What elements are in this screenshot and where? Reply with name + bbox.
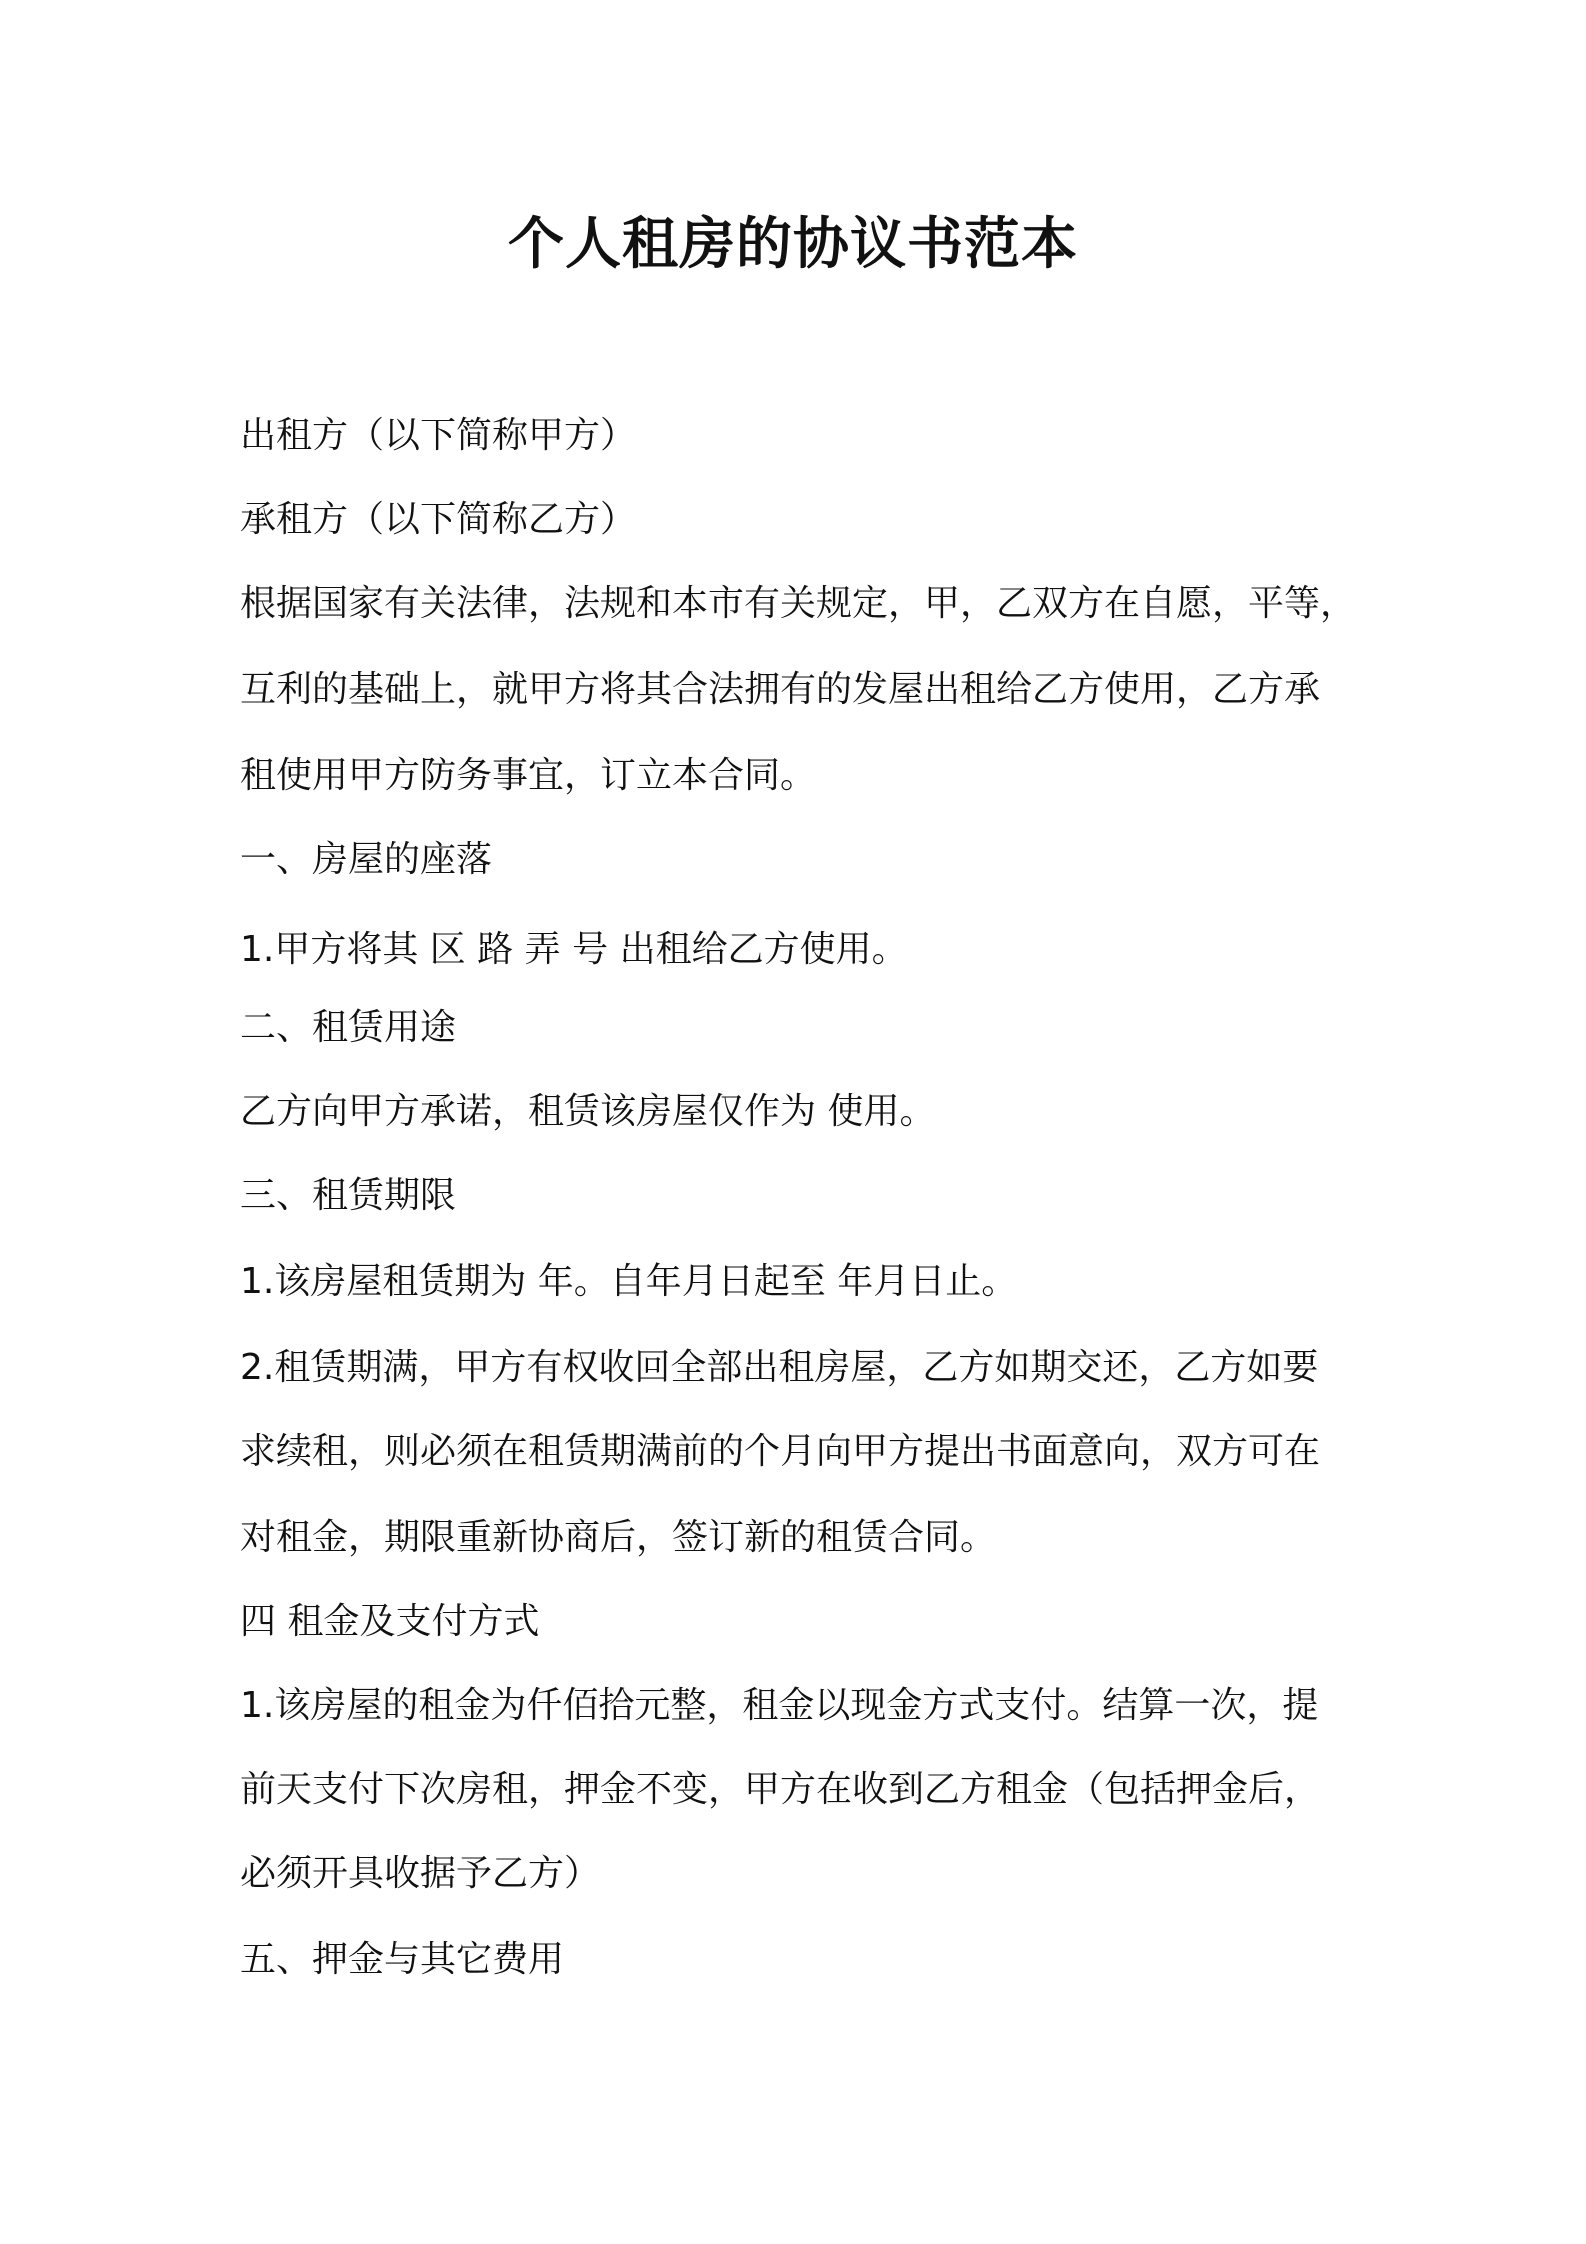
preamble-line-2: 互利的基础上，就甲方将其合法拥有的发屋出租给乙方使用，乙方承 [240, 669, 1321, 710]
preamble-line-3: 租使用甲方防务事宜，订立本合同。 [240, 755, 817, 796]
section-1-clause-1: 1.甲方将其 区 路 弄 号 出租给乙方使用。 [240, 929, 908, 970]
section-4-clause-1-line-1: 1.该房屋的租金为仟佰拾元整，租金以现金方式支付。结算一次，提 [240, 1685, 1319, 1726]
lessee-line: 承租方（以下简称乙方） [240, 499, 637, 540]
section-2-clause: 乙方向甲方承诺，租赁该房屋仅作为 使用。 [240, 1091, 936, 1132]
lessor-line: 出租方（以下简称甲方） [240, 415, 637, 456]
section-4-heading: 四 租金及支付方式 [240, 1601, 540, 1642]
section-2-heading: 二、租赁用途 [240, 1007, 457, 1048]
section-1-heading: 一、房屋的座落 [240, 839, 493, 880]
preamble-line-1: 根据国家有关法律，法规和本市有关规定，甲，乙双方在自愿，平等， [240, 583, 1357, 624]
section-3-clause-1: 1.该房屋租赁期为 年。自年月日起至 年月日止。 [240, 1261, 1018, 1302]
section-3-clause-2-line-2: 求续租，则必须在租赁期满前的个月向甲方提出书面意向，双方可在 [240, 1431, 1321, 1472]
section-3-heading: 三、租赁期限 [240, 1175, 457, 1216]
section-4-clause-1-line-3: 必须开具收据予乙方） [240, 1853, 601, 1894]
section-4-clause-1-line-2: 前天支付下次房租，押金不变，甲方在收到乙方租金（包括押金后， [240, 1769, 1321, 1810]
document-title: 个人租房的协议书范本 [508, 212, 1078, 277]
section-3-clause-2-line-1: 2.租赁期满，甲方有权收回全部出租房屋，乙方如期交还，乙方如要 [240, 1347, 1319, 1388]
section-3-clause-2-line-3: 对租金，期限重新协商后，签订新的租赁合同。 [240, 1517, 997, 1558]
section-5-heading: 五、押金与其它费用 [240, 1939, 565, 1980]
